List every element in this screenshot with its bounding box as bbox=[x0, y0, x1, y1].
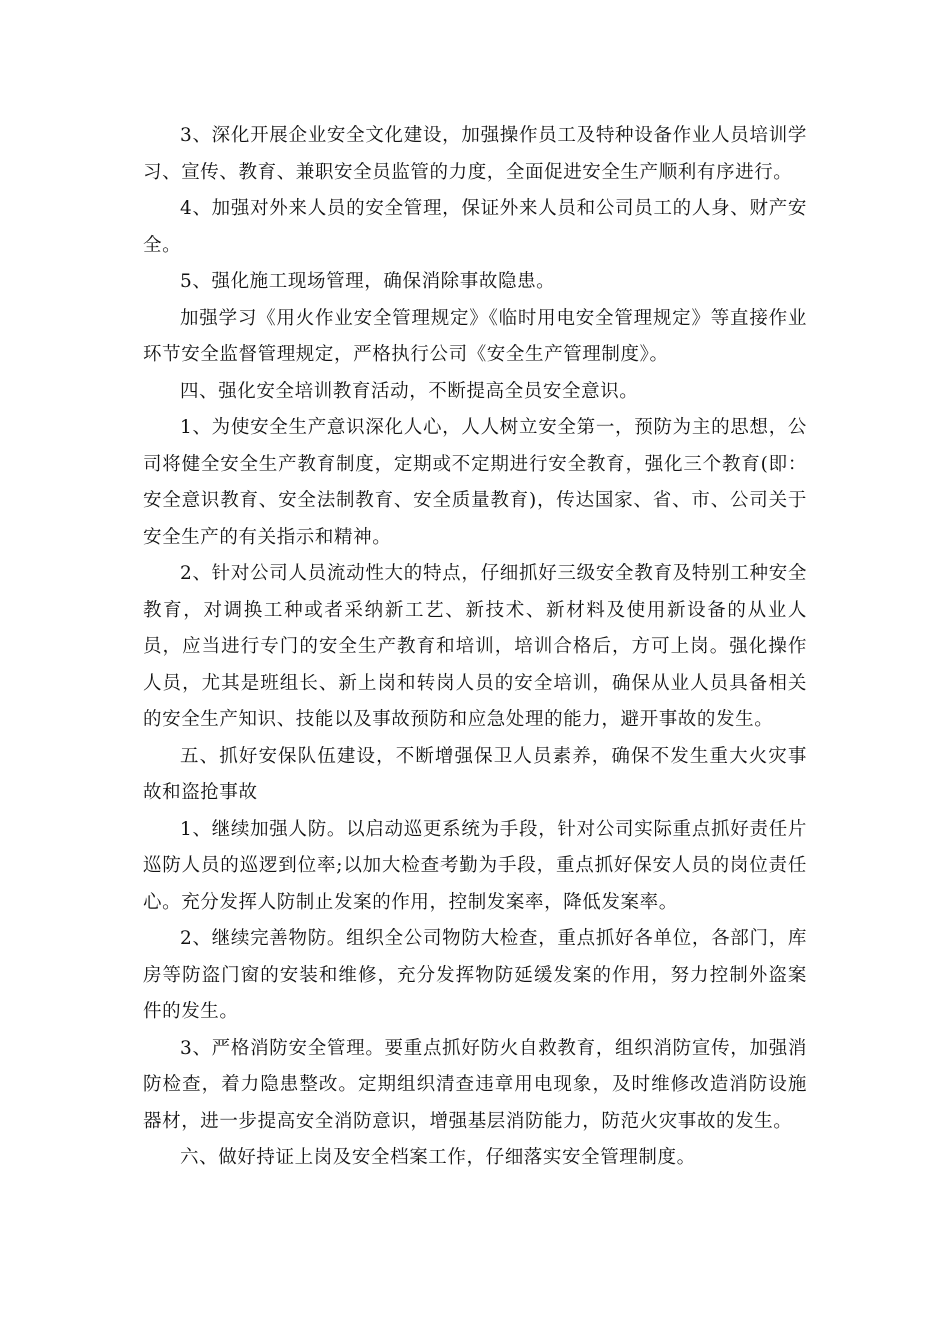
section-heading-five: 五、抓好安保队伍建设，不断增强保卫人员素养，确保不发生重大火灾事故和盗抢事故 bbox=[143, 745, 807, 803]
section-heading-four: 四、强化安全培训教育活动，不断提高全员安全意识。 bbox=[180, 380, 639, 402]
paragraph-item-4-visitors: 4、加强对外来人员的安全管理，保证外来人员和公司员工的人身、财产安全。 bbox=[143, 198, 807, 256]
paragraph-education-1: 1、为使安全生产意识深化人心，人人树立安全第一，预防为主的思想，公司将健全安全生产教育制度，定期或不定期进行安全教育，强化三个教育(即：安全意识教育、安全法制教育、安全质量教育)，传达国家、省、市、公司关于安全生产的有关指示和精神。 bbox=[143, 417, 807, 548]
paragraph-item-3-culture: 3、深化开展企业安全文化建设，加强操作员工及特种设备作业人员培训学习、宣传、教育、兼职安全员监管的力度，全面促进安全生产顺利有序进行。 bbox=[143, 125, 807, 183]
paragraph-security-1: 1、继续加强人防。以启动巡更系统为手段，针对公司实际重点抓好责任片巡防人员的巡逻到位率;以加大检查考勤为手段，重点抓好保安人员的岗位责任心。充分发挥人防制止发案的作用，控制发案率，降低发案率。 bbox=[143, 818, 807, 913]
section-heading-six: 六、做好持证上岗及安全档案工作，仔细落实安全管理制度。 bbox=[180, 1147, 696, 1168]
paragraph-security-3: 3、严格消防安全管理。要重点抓好防火自救教育，组织消防宣传，加强消防检查，着力隐患整改。定期组织清查违章用电现象，及时维修改造消防设施器材，进一步提高安全消防意识，增强基层消防能力，防范火灾事故的发生。 bbox=[143, 1037, 807, 1132]
document-body bbox=[143, 118, 807, 1177]
paragraph-item-5-site: 5、强化施工现场管理，确保消除事故隐患。 bbox=[180, 271, 556, 292]
paragraph-security-2: 2、继续完善物防。组织全公司物防大检查，重点抓好各单位，各部门，库房等防盗门窗的安装和维修，充分发挥物防延缓发案的作用，努力控制外盗案件的发生。 bbox=[143, 928, 807, 1022]
paragraph-regulations: 加强学习《用火作业安全管理规定》《临时用电安全管理规定》等直接作业环节安全监督管理规定，严格执行公司《安全生产管理制度》。 bbox=[143, 307, 807, 365]
paragraph-education-2: 2、针对公司人员流动性大的特点，仔细抓好三级安全教育及特别工种安全教育，对调换工种或者采纳新工艺、新技术、新材料及使用新设备的从业人员，应当进行专门的安全生产教育和培训，培训合格后，方可上岗。强化操作人员，尤其是班组长、新上岗和转岗人员的安全培训，确保从业人员具备相关的安全生产知识、技能以及事故预防和应急处理的能力，避开事故的发生。 bbox=[143, 563, 807, 730]
